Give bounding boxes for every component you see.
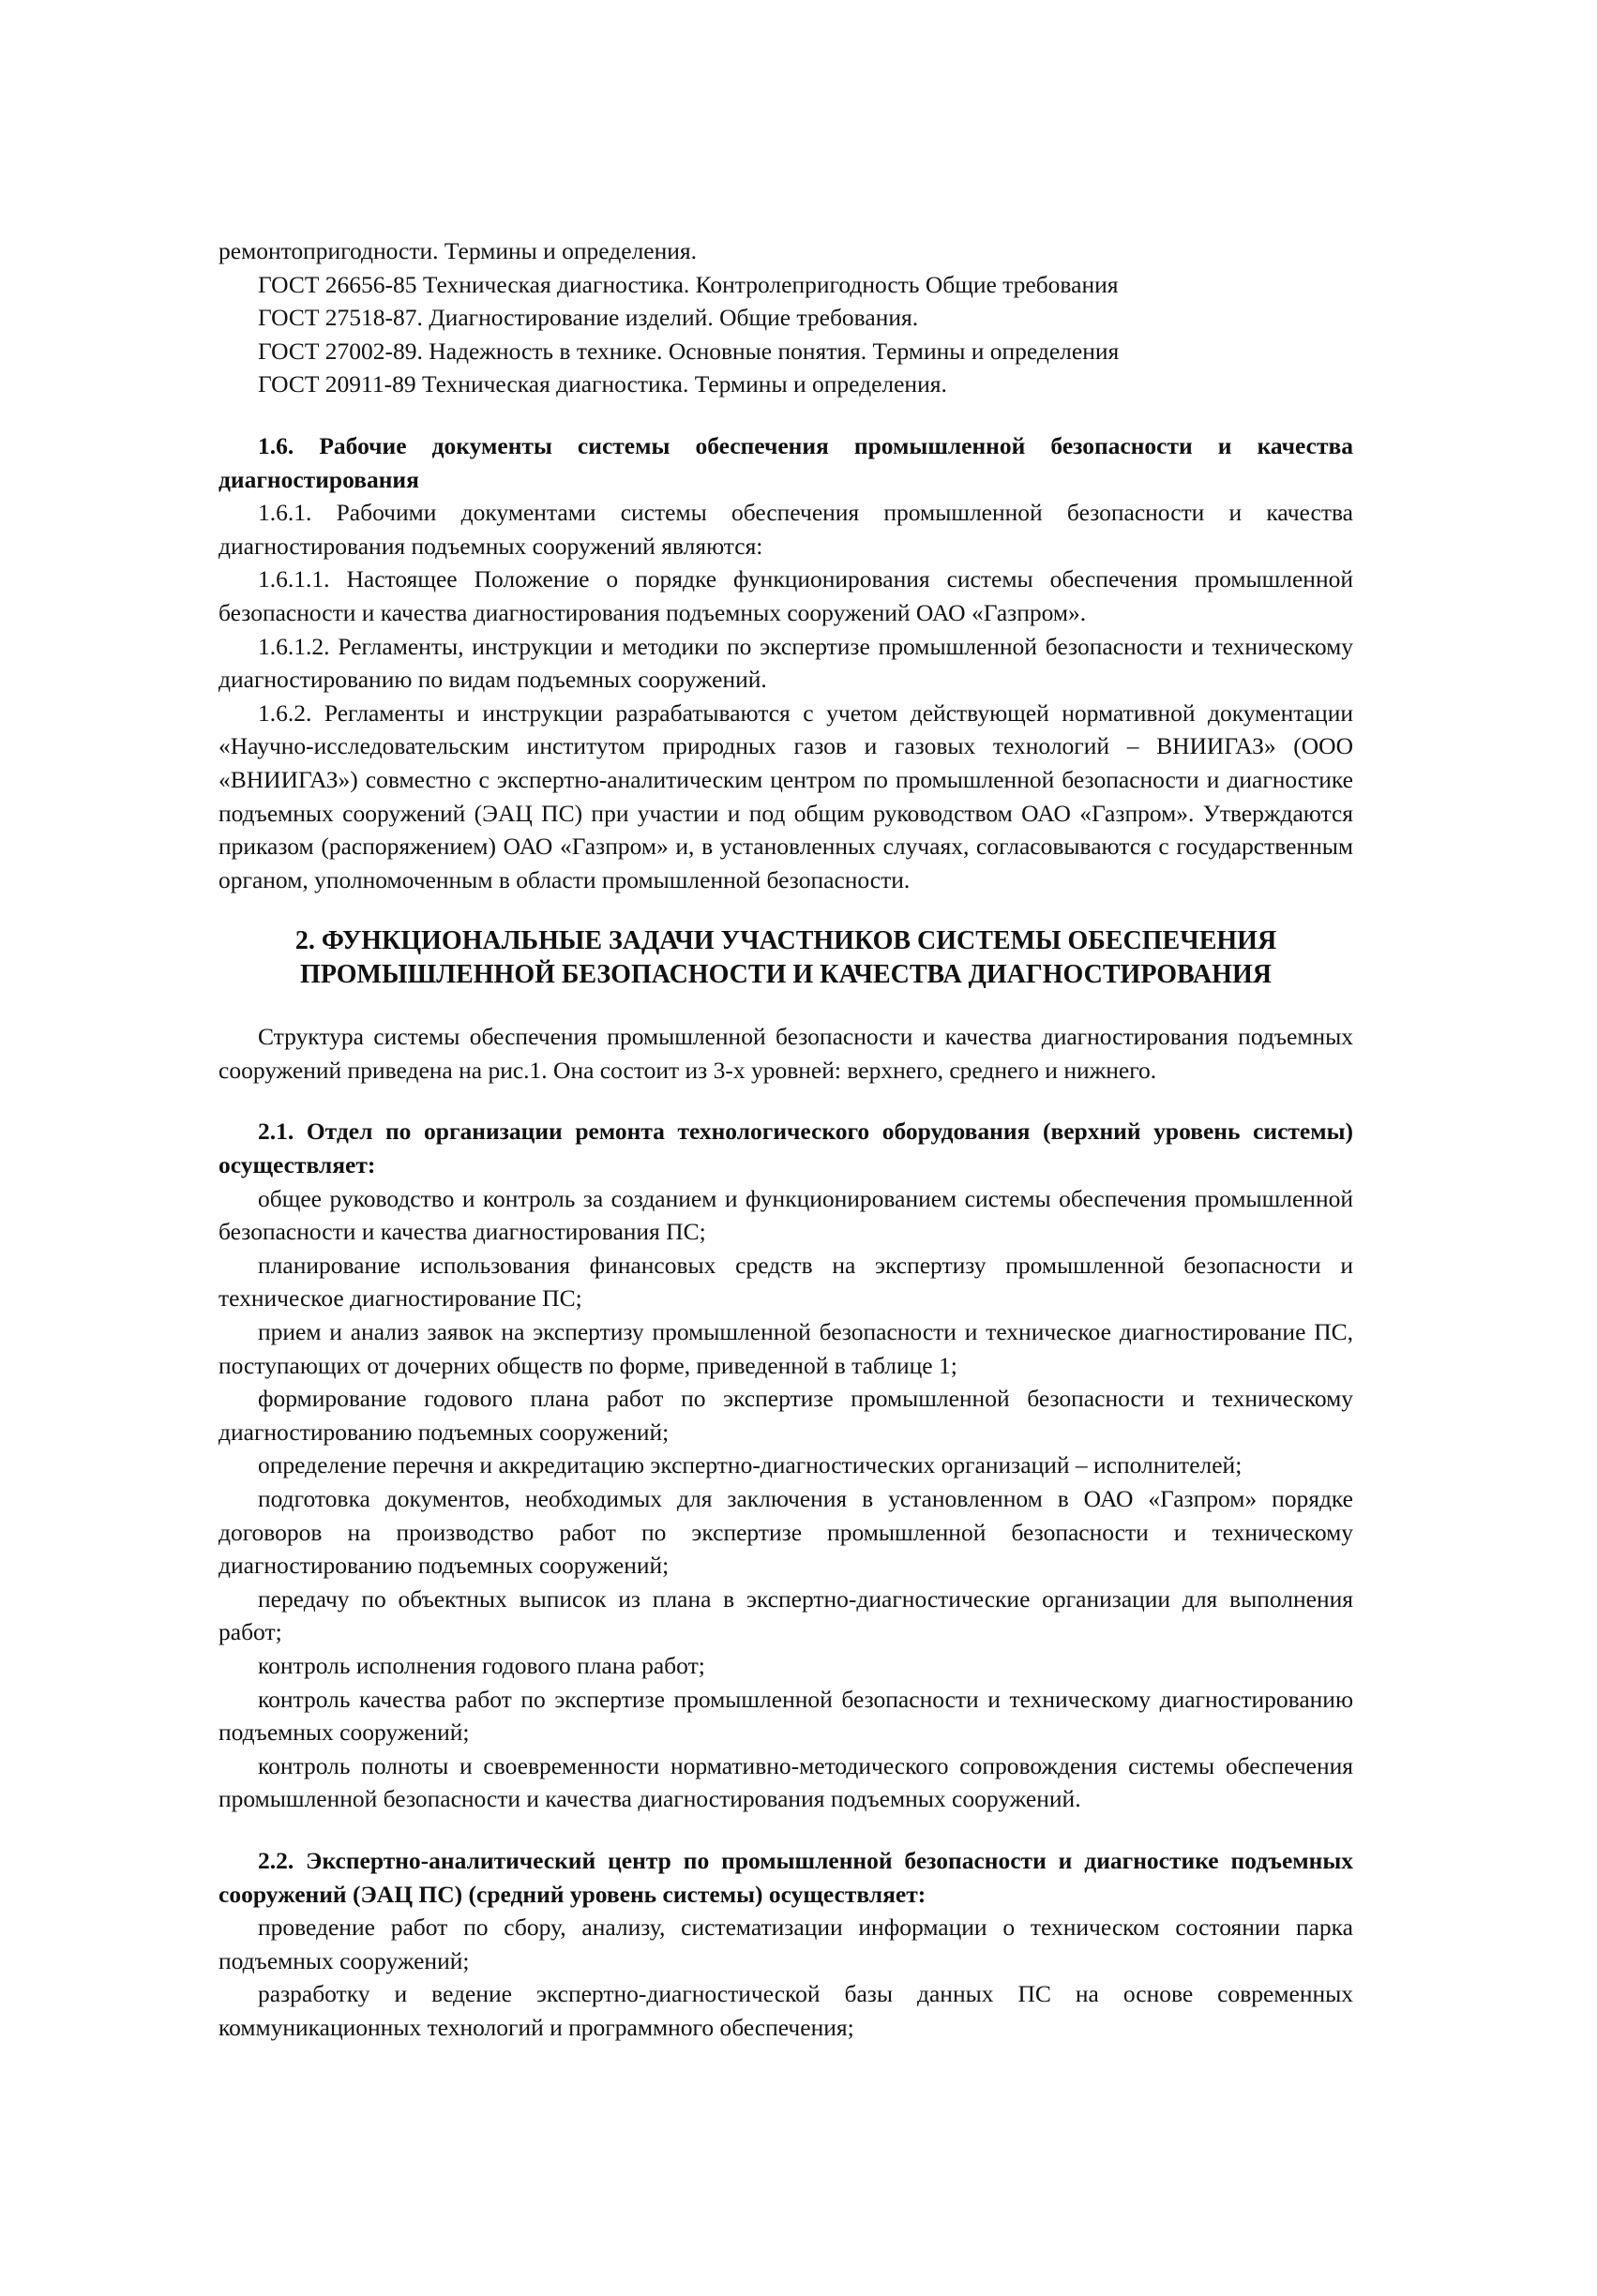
gost-line: ГОСТ 27518-87. Диагностирование изделий. Общие требования.: [258, 304, 919, 332]
spacer: [218, 1087, 1353, 1115]
paragraph: Структура системы обеспечения промышленной безопасности и качества диагностирования подъемных сооружений приведена на рис.1. Она состоит из 3-х уровней: верхнего, среднего и нижнего.: [218, 1023, 1353, 1084]
document-page: [218, 234, 1353, 2045]
list-item: контроль полноты и своевременности нормативно-методического сопровождения системы обеспечения промышленной безопасности и качества диагностирования подъемных сооружений.: [218, 1751, 1353, 1813]
section-2-title-line: ПРОМЫШЛЕННОЙ БЕЗОПАСНОСТИ И КАЧЕСТВА ДИАГНОСТИРОВАНИЯ: [300, 960, 1272, 990]
list-item: прием и анализ заявок на экспертизу промышленной безопасности и техническое диагностирование ПС, поступающих от дочерних обществ по форме, приведенной в таблице 1;: [218, 1318, 1353, 1379]
section-2-1-heading: 2.1. Отдел по организации ремонта технологического оборудования (верхний уровень системы) осуществляет:: [218, 1118, 1353, 1179]
list-item: формирование годового плана работ по экспертизе промышленной безопасности и техническому диагностированию подъемных сооружений;: [218, 1385, 1353, 1446]
gost-line: ГОСТ 27002-89. Надежность в технике. Основные понятия. Термины и определения: [258, 337, 1120, 365]
gost-line: ГОСТ 26656-85 Техническая диагностика. Контролепригодность Общие требования: [258, 270, 1119, 298]
section-2-title-line: 2. ФУНКЦИОНАЛЬНЫЕ ЗАДАЧИ УЧАСТНИКОВ СИСТЕМЫ ОБЕСПЕЧЕНИЯ: [294, 926, 1277, 956]
list-item: контроль исполнения годового плана работ;: [258, 1651, 705, 1679]
spacer: [218, 896, 1353, 924]
spacer: [218, 1816, 1353, 1844]
spacer: [218, 992, 1353, 1020]
paragraph: 1.6.1.2. Регламенты, инструкции и методики по экспертизе промышленной безопасности и техническому диагностированию по видам подъемных сооружений.: [218, 632, 1353, 694]
list-item: разработку и ведение экспертно-диагностической базы данных ПС на основе современных коммуникационных технологий и программного обеспечения;: [218, 1980, 1353, 2041]
gost-line: ГОСТ 20911-89 Техническая диагностика. Термины и определения.: [258, 370, 947, 398]
list-item: контроль качества работ по экспертизе промышленной безопасности и техническому диагностированию подъемных сооружений;: [218, 1685, 1353, 1747]
spacer: [218, 401, 1353, 429]
list-item: планирование использования финансовых средств на экспертизу промышленной безопасности и техническое диагностирование ПС;: [218, 1251, 1353, 1313]
section-1-6-heading: 1.6. Рабочие документы системы обеспечения промышленной безопасности и качества диагностирования: [218, 431, 1353, 493]
list-item: подготовка документов, необходимых для заключения в установленном в ОАО «Газпром» порядке договоров на производство работ по экспертизе промышленной безопасности и техническому диагностированию подъемных сооружений;: [218, 1485, 1353, 1580]
list-item: общее руководство и контроль за созданием и функционированием системы обеспечения промышленной безопасности и качества диагностирования ПС;: [218, 1184, 1353, 1246]
list-item: проведение работ по сбору, анализу, систематизации информации о техническом состоянии парка подъемных сооружений;: [218, 1913, 1353, 1974]
paragraph: 1.6.1. Рабочими документами системы обеспечения промышленной безопасности и качества диагностирования подъемных сооружений являются:: [218, 499, 1353, 560]
intro-line: ремонтопригодности. Термины и определения.: [218, 237, 698, 264]
paragraph: 1.6.1.1. Настоящее Положение о порядке функционирования системы обеспечения промышленной безопасности и качества диагностирования подъемных сооружений ОАО «Газпром».: [218, 565, 1353, 626]
list-item: передачу по объектных выписок из плана в экспертно-диагностические организации для выполнения работ;: [218, 1584, 1353, 1646]
list-item: определение перечня и аккредитацию экспертно-диагностических организаций – исполнителей;: [258, 1451, 1243, 1479]
paragraph: 1.6.2. Регламенты и инструкции разрабатываются с учетом действующей нормативной документации «Научно-исследовательским институтом природных газов и газовых технологий – ВНИИГАЗ» (ООО «ВНИИГАЗ») совместно с экспертно-аналитическим центром по промышленной безопасности и диагностике подъемных сооружений (ЭАЦ ПС) при участии и под общим руководством ОАО «Газпром». Утверждаются приказом (распоряжением) ОАО «Газпром» и, в установленных случаях, согласовываются с государственным органом, уполномоченным в области промышленной безопасности.: [218, 698, 1353, 893]
section-2-2-heading: 2.2. Экспертно-аналитический центр по промышленной безопасности и диагностике подъемных сооружений (ЭАЦ ПС) (средний уровень системы) осуществляет:: [218, 1846, 1353, 1908]
